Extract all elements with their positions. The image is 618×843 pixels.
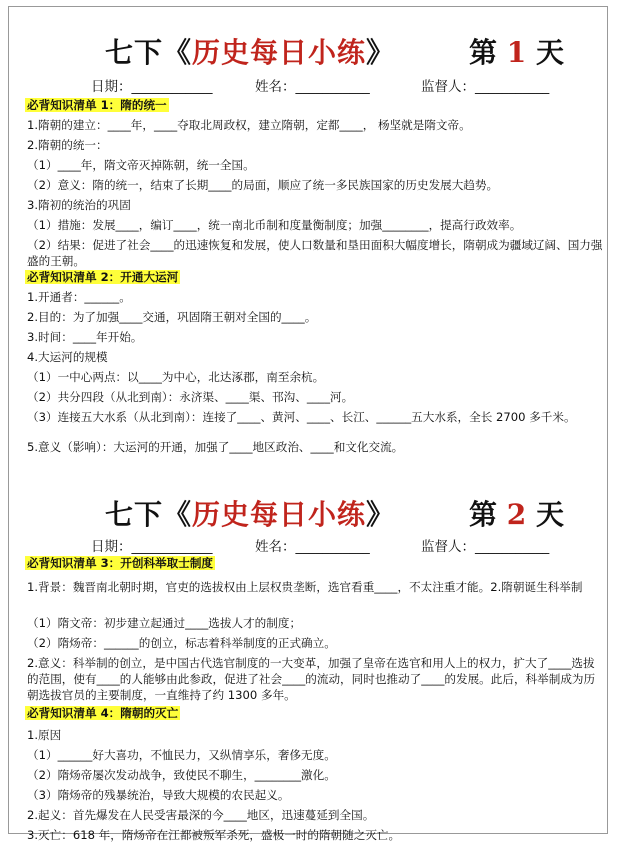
title-prefix: 七下《: [105, 498, 193, 531]
day-prefix: 第: [469, 36, 507, 69]
section-heading: [25, 97, 169, 113]
highlighted-heading-text: 必背知识清单 1：隋的统一: [27, 98, 167, 112]
name-field[interactable]: 姓名：___________: [255, 79, 370, 95]
content-line: 2.隋朝的统一：: [27, 138, 108, 152]
content-line: 5.意义（影响）：大运河的开通，加强了____地区政治、____和文化交流。: [27, 440, 404, 454]
highlighted-heading-text: 必背知识清单 4：隋朝的灭亡: [27, 706, 179, 720]
day-number: 1: [506, 36, 527, 69]
content-line: （1）隋文帝：初步建立起通过____选拔人才的制度；: [27, 616, 302, 630]
highlighted-heading-text: 必背知识清单 2：开通大运河: [27, 270, 179, 284]
day2-header: [9, 493, 607, 537]
content-line: 3.灭亡：618 年，隋炀帝在江都被叛军杀死，盛极一时的隋朝随之灭亡。: [27, 828, 401, 842]
title-prefix: 七下《: [105, 36, 193, 69]
supervisor-field[interactable]: 监督人：___________: [421, 79, 550, 95]
day1-day-label: [469, 31, 564, 75]
content-line: （1）一中心两点：以____为中心，北达涿郡，南至余杭。: [27, 370, 325, 384]
title-suffix: 》: [366, 498, 396, 531]
content-line: 3.隋初的统治的巩固: [27, 198, 131, 212]
name-field[interactable]: 姓名：___________: [255, 539, 370, 555]
supervisor-field[interactable]: 监督人：___________: [421, 539, 550, 555]
content-line: （3）隋炀帝的残暴统治，导致大规模的农民起义。: [27, 788, 290, 802]
day-suffix: 天: [526, 498, 564, 531]
content-line: 1.原因: [27, 728, 62, 742]
title-main: 历史每日小练: [192, 498, 367, 531]
content-line: （1）措施：发展____，编订____，统一南北币制和度量衡制度；加强________，提高行政效率。: [27, 218, 522, 232]
day2-meta-row: [9, 537, 607, 557]
content-line: （2）隋炀帝：______的创立，标志着科举制度的正式确立。: [27, 636, 336, 650]
date-field[interactable]: 日期：____________: [91, 79, 213, 95]
content-line: 1.背景：魏晋南北朝时期，官吏的选拔权由上层权贵垄断，选官看重____，不太注重才能。2.隋朝诞生科举制: [27, 580, 583, 594]
day-prefix: 第: [469, 498, 507, 531]
content-line: （2）共分四段（从北到南）：永济渠、____渠、邗沟、____河。: [27, 390, 354, 404]
content-line: （2）隋炀帝屡次发动战争，致使民不聊生，________激化。: [27, 768, 336, 782]
worksheet-page: [8, 6, 608, 842]
title-suffix: 》: [366, 36, 396, 69]
section-heading: [25, 555, 215, 571]
content-line: （3）连接五大水系（从北到南）：连接了____、黄河、____、长江、______五大水系，全长 2700 多千米。: [27, 410, 576, 424]
section-heading: [25, 705, 180, 721]
content-line: （1）______好大喜功，不恤民力，又纵情享乐，奢侈无度。: [27, 748, 336, 762]
content-line: 2.意义：科举制的创立，是中国古代选官制度的一大变革，加强了皇帝在选官和用人上的权力，扩大了____选拔的范围，使有____的人能够由此参政，促进了社会____的流动，同时也推动了____的发展。此后，科举制成为历朝选拔官员的主要制度，一直维持了约 1300 多年。: [27, 656, 596, 702]
highlighted-heading-text: 必背知识清单 3：开创科举取士制度: [27, 556, 214, 570]
content-line: 1.隋朝的建立：____年，____夺取北周政权，建立隋朝，定都____， 杨坚就是隋文帝。: [27, 118, 471, 132]
day1-meta-row: [9, 77, 607, 97]
content-line: （2）意义：隋的统一，结束了长期____的局面，顺应了统一多民族国家的历史发展大趋势。: [27, 178, 499, 192]
day2-day-label: [469, 493, 564, 537]
content-line: 4.大运河的规模: [27, 350, 108, 364]
title-main: 历史每日小练: [192, 36, 367, 69]
date-field[interactable]: 日期：____________: [91, 539, 213, 555]
day1-title: [105, 31, 395, 75]
content-line: （1）____年，隋文帝灭掉陈朝，统一全国。: [27, 158, 255, 172]
content-line: 2.起义：首先爆发在人民受害最深的今____地区，迅速蔓延到全国。: [27, 808, 375, 822]
content-line: 1.开通者：______。: [27, 290, 131, 304]
content-line: 2.目的：为了加强____交通，巩固隋王朝对全国的____。: [27, 310, 317, 324]
content-line: 3.时间：____年开始。: [27, 330, 143, 344]
section-heading: [25, 269, 180, 285]
day1-header: [9, 31, 607, 75]
day2-title: [105, 493, 395, 537]
day-number: 2: [506, 498, 527, 531]
day-suffix: 天: [526, 36, 564, 69]
content-line: （2）结果：促进了社会____的迅速恢复和发展，使人口数量和垦田面积大幅度增长，隋朝成为疆域辽阔、国力强盛的王朝。: [27, 238, 603, 268]
